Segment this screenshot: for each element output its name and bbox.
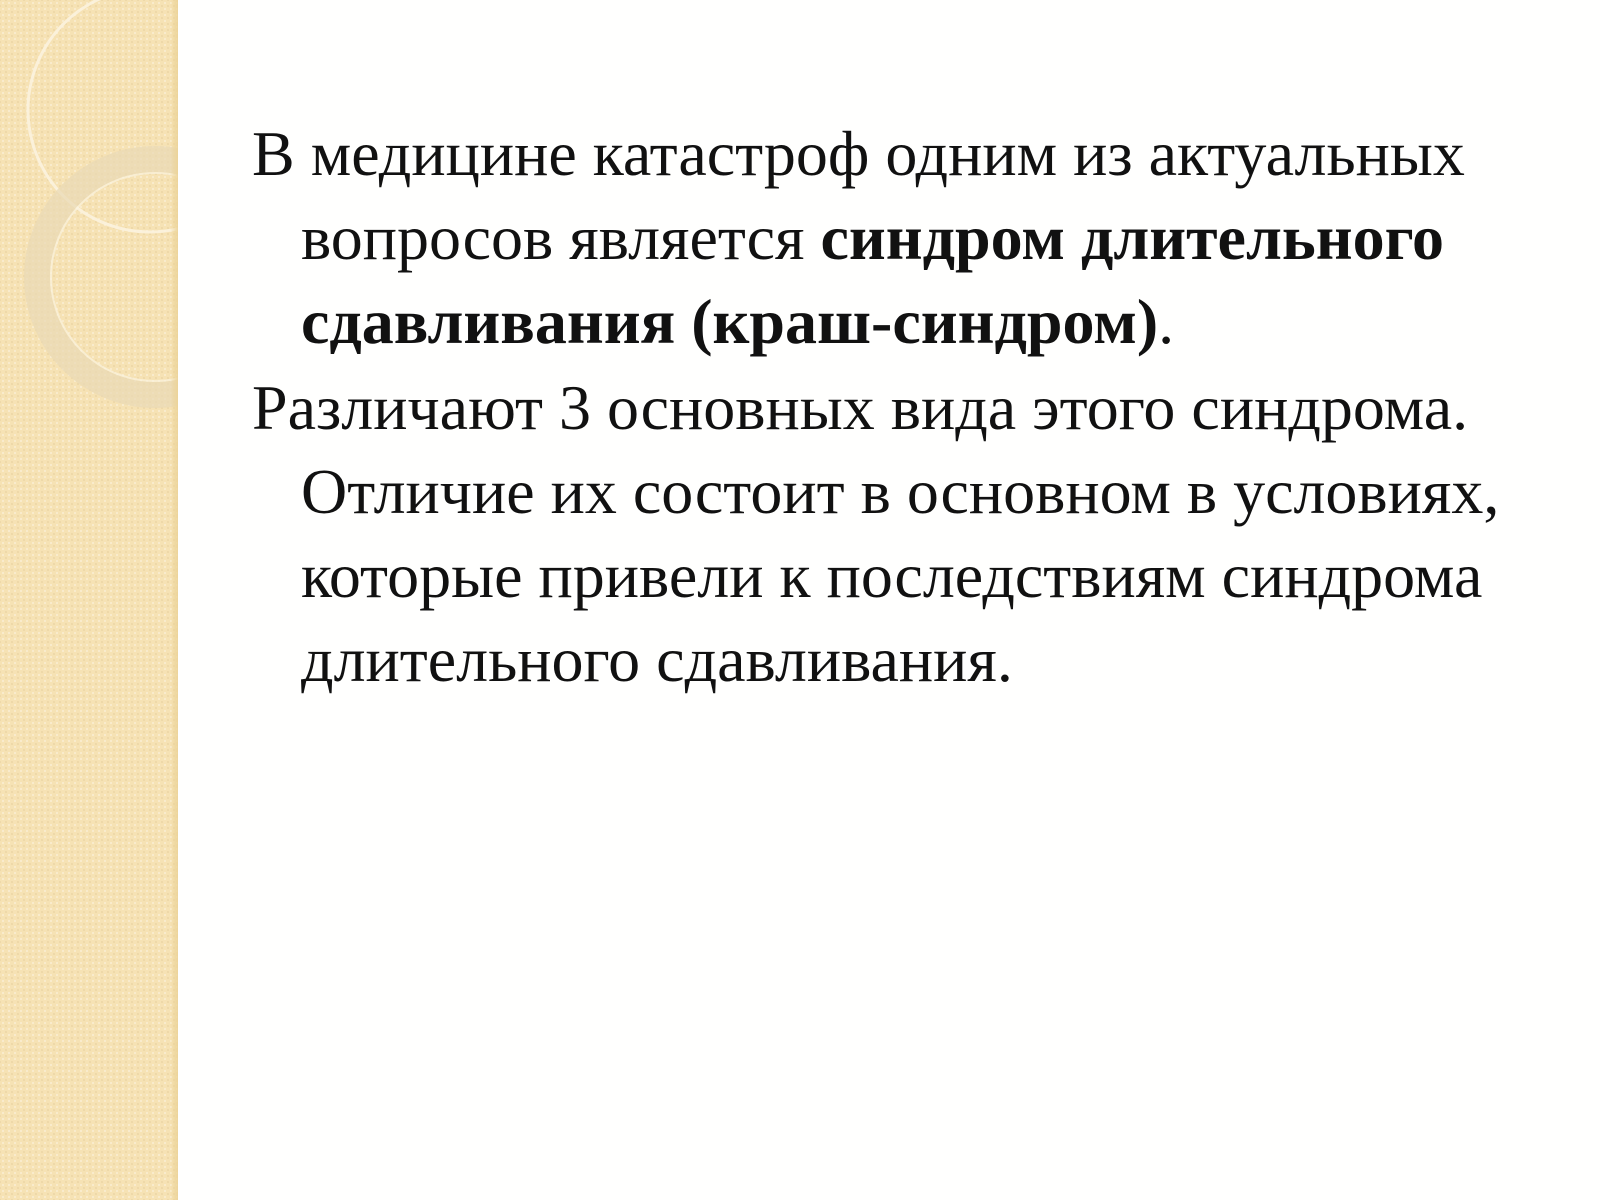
large-ring [28, 0, 178, 232]
decorative-side-band [0, 0, 178, 1200]
paragraph2-text: Различают 3 основных вида этого синдрома. Отличие их состоит в основном в условиях, которые привели к последствиям синдрома длительного сдавливания. [252, 372, 1500, 695]
paragraph1-bold-term: синдром длительного сдавливания (краш-синдром) [301, 202, 1445, 357]
paragraph1-text-before: В медицине катастроф одним из актуальных вопросов является [252, 118, 1465, 273]
decorative-rings-graphic [0, 0, 178, 420]
side-band-edge [170, 0, 178, 1200]
slide-body [252, 112, 1552, 704]
paragraph-crush-syndrome-intro [252, 112, 1552, 364]
paragraph1-text-after: . [1158, 286, 1175, 357]
small-ring-outer [37, 159, 178, 395]
paragraph-syndrome-types [252, 366, 1552, 702]
